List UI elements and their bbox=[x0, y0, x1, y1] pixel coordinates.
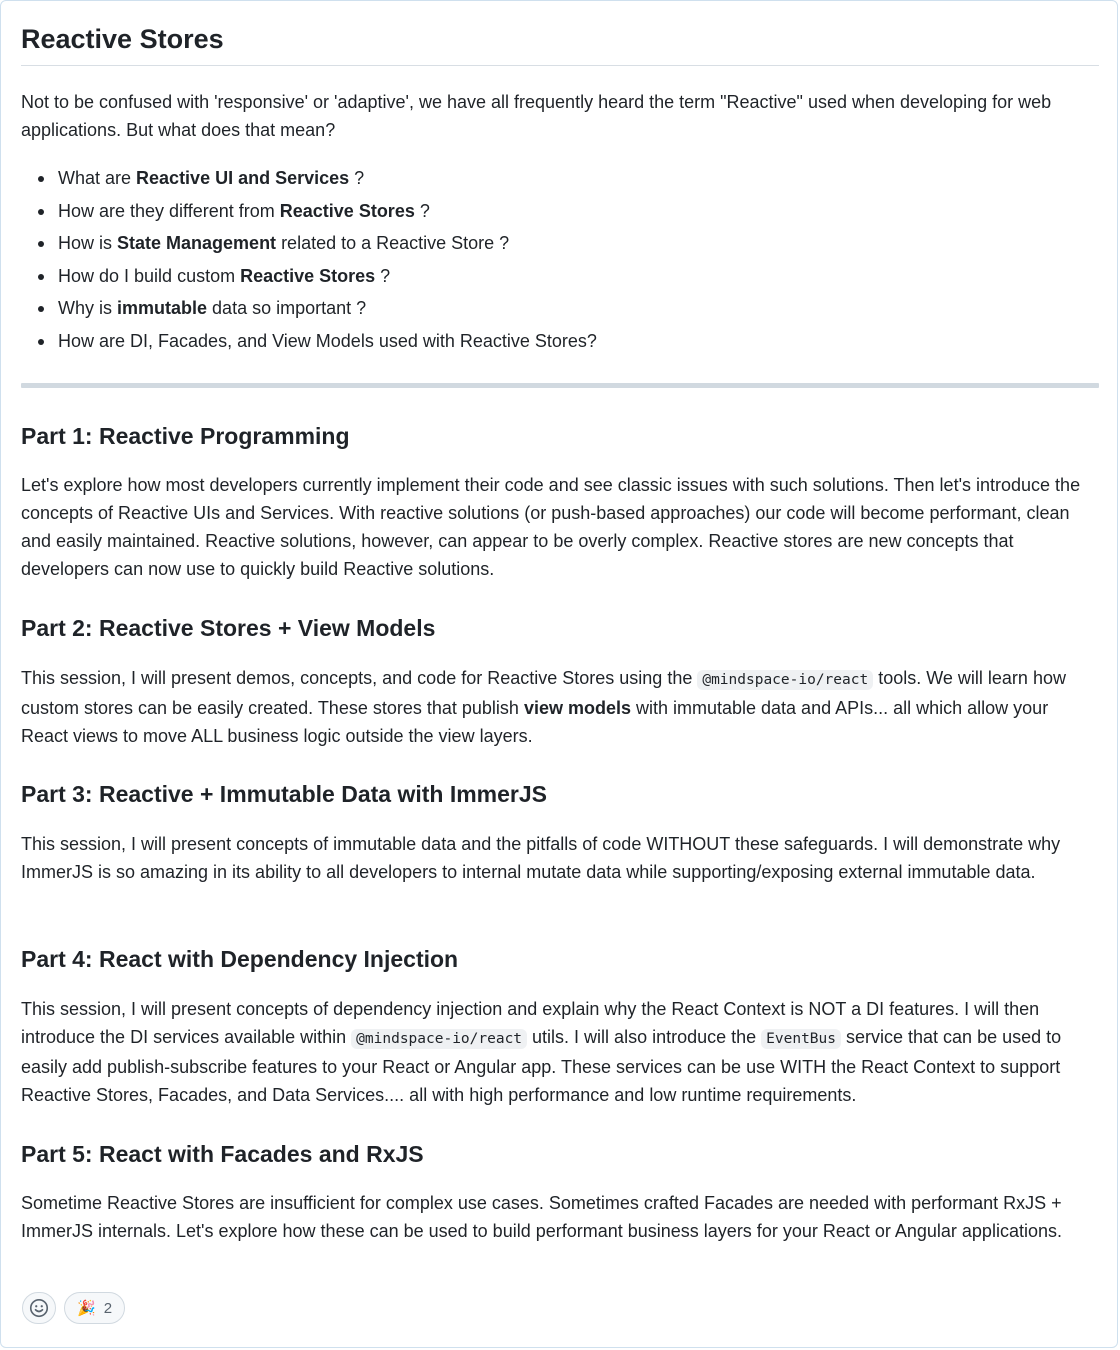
reactions-bar bbox=[22, 1292, 125, 1324]
title-divider bbox=[21, 65, 1099, 66]
part-2-body: This session, I will present demos, concepts, and code for Reactive Stores using the @mindspace-io/react tools. We will learn how custom stores can be easily created. These stores that publish view models with immutable data and APIs... all which allow your React views to move ALL business logic outside the view layers. bbox=[21, 668, 1066, 746]
part-4-heading: Part 4: React with Dependency Injection bbox=[21, 946, 459, 972]
part-4-body: This session, I will present concepts of dependency injection and explain why the React Context is NOT a DI features. I will then introduce the DI services available within @mindspace-io/react utils. I will also introduce the EventBus service that can be used to easily add publish-subscribe features to your React or Angular app. These services can be use WITH the React Context to support Reactive Stores, Facades, and Data Services.... all with high performance and low runtime requirements. bbox=[21, 999, 1062, 1105]
page-title: Reactive Stores bbox=[21, 24, 224, 54]
intro-paragraph: Not to be confused with 'responsive' or 'adaptive', we have all frequently heard the term "Reactive" used when developing for web applications. But what does that mean? bbox=[21, 92, 1052, 140]
inline-code: EventBus bbox=[761, 1029, 841, 1049]
inline-code: @mindspace-io/react bbox=[697, 670, 873, 690]
list-item: How are DI, Facades, and View Models used with Reactive Stores? bbox=[58, 325, 597, 358]
part-3-body: This session, I will present concepts of immutable data and the pitfalls of code WITHOUT these safeguards. I will demonstrate why ImmerJS is so amazing in its ability to all developers to internal mutate data while supporting/exposing external immutable data. bbox=[21, 834, 1061, 882]
smiley-icon bbox=[29, 1298, 49, 1318]
part-1-heading: Part 1: Reactive Programming bbox=[21, 423, 350, 449]
reaction-count: 2 bbox=[103, 1299, 113, 1317]
inline-code: @mindspace-io/react bbox=[351, 1029, 527, 1049]
list-item: What are Reactive UI and Services ? bbox=[58, 162, 597, 195]
part-2-heading: Part 2: Reactive Stores + View Models bbox=[21, 615, 436, 641]
tada-reaction-button[interactable] bbox=[64, 1292, 125, 1324]
part-5-heading: Part 5: React with Facades and RxJS bbox=[21, 1141, 424, 1167]
add-reaction-button[interactable] bbox=[22, 1292, 56, 1324]
tada-icon: 🎉 bbox=[77, 1299, 96, 1317]
list-item: How are they different from Reactive Stores ? bbox=[58, 195, 597, 228]
section-divider bbox=[21, 383, 1099, 388]
list-item: How is State Management related to a Reactive Store ? bbox=[58, 227, 597, 260]
part-5-body: Sometime Reactive Stores are insufficient for complex use cases. Sometimes crafted Facades are needed with performant RxJS + ImmerJS internals. Let's explore how these can be used to build performant business layers for your React or Angular applications. bbox=[21, 1193, 1062, 1241]
list-item: Why is immutable data so important ? bbox=[58, 292, 597, 325]
part-3-heading: Part 3: Reactive + Immutable Data with ImmerJS bbox=[21, 781, 548, 807]
part-1-body: Let's explore how most developers currently implement their code and see classic issues with such solutions. Then let's introduce the concepts of Reactive UIs and Services. With reactive solutions (or push-based approaches) our code will become performant, clean and easily maintained. Reactive solutions, however, can appear to be overly complex. Reactive stores are new concepts that developers can now use to quickly build Reactive solutions. bbox=[21, 475, 1081, 579]
question-list bbox=[21, 162, 597, 357]
list-item: How do I build custom Reactive Stores ? bbox=[58, 260, 597, 293]
